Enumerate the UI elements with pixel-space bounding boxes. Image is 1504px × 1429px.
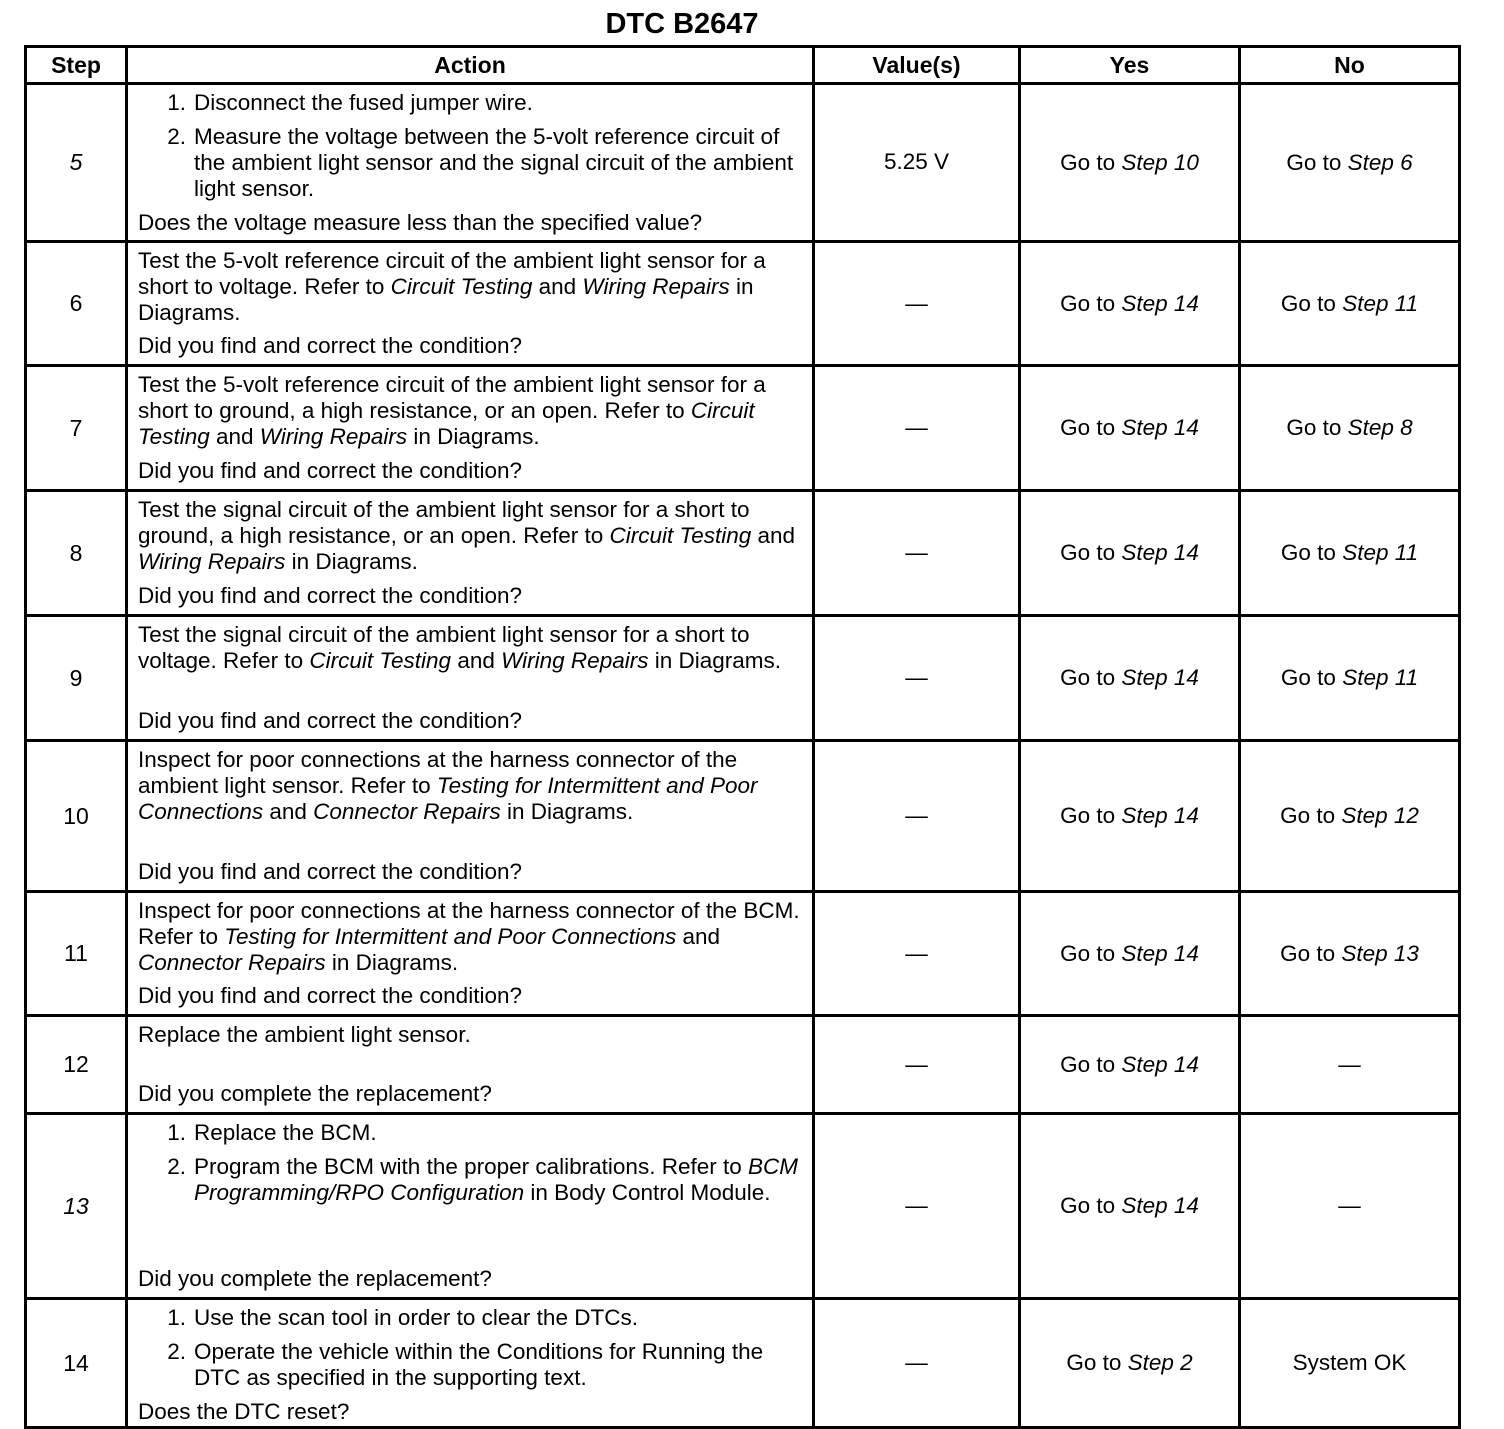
- step-number: 11: [26, 892, 127, 1016]
- action-question: Did you find and correct the condition?: [138, 457, 522, 483]
- value-cell: —: [814, 616, 1020, 741]
- action-question: Did you complete the replacement?: [138, 1080, 492, 1106]
- yes-step-ref: Step 14: [1121, 665, 1199, 690]
- action-question: Does the DTC reset?: [138, 1398, 350, 1424]
- yes-cell: Go to Step 14: [1020, 242, 1240, 366]
- no-cell: Go to Step 12: [1240, 741, 1460, 892]
- table-row: [26, 1299, 1460, 1428]
- action-text: Test the signal circuit of the ambient light sensor for a short to ground, a high resistance, or an open. Refer to Circuit Testing and Wiring Repairs in Diagrams.: [138, 496, 796, 574]
- yes-cell: Go to Step 2: [1020, 1299, 1240, 1428]
- no-step-ref: Step 11: [1342, 665, 1419, 690]
- header-no: No: [1240, 47, 1460, 84]
- yes-step-ref: Step 14: [1121, 415, 1199, 440]
- no-cell: Go to Step 13: [1240, 892, 1460, 1016]
- yes-cell: Go to Step 10: [1020, 84, 1240, 242]
- no-cell: —: [1240, 1114, 1460, 1299]
- header-row: [26, 47, 1460, 84]
- step-number: 10: [26, 741, 127, 892]
- action-steps: [138, 1120, 802, 1214]
- list-item: 1. Disconnect the fused jumper wire.: [167, 89, 533, 115]
- list-item: 2. Program the BCM with the proper calibrations. Refer to BCM Programming/RPO Configuration in Body Control Module.: [167, 1153, 798, 1205]
- action-steps: [138, 90, 802, 210]
- yes-step-ref: Step 14: [1121, 803, 1199, 828]
- action-cell: [127, 616, 814, 741]
- action-text: Test the 5-volt reference circuit of the ambient light sensor for a short to voltage. Refer to Circuit Testing and Wiring Repairs in Diagrams.: [138, 247, 766, 325]
- action-question: Did you complete the replacement?: [138, 1265, 492, 1291]
- step-number: 12: [26, 1016, 127, 1114]
- yes-cell: Go to Step 14: [1020, 1114, 1240, 1299]
- action-cell: [127, 491, 814, 616]
- no-cell: —: [1240, 1016, 1460, 1114]
- yes-step-ref: Step 10: [1121, 149, 1199, 175]
- action-text: Inspect for poor connections at the harness connector of the BCM. Refer to Testing for Intermittent and Poor Connections and Connector Repairs in Diagrams.: [138, 897, 800, 975]
- value-cell: —: [814, 1299, 1020, 1428]
- page-title: DTC B2647: [605, 8, 759, 40]
- value-cell: —: [814, 1114, 1020, 1299]
- header-values: Value(s): [814, 47, 1020, 84]
- no-step-ref: Step 8: [1347, 415, 1413, 440]
- action-text: Test the signal circuit of the ambient light sensor for a short to voltage. Refer to Circuit Testing and Wiring Repairs in Diagrams.: [138, 621, 782, 673]
- header-action: Action: [127, 47, 814, 84]
- step-number: 8: [26, 491, 127, 616]
- yes-step-ref: Step 14: [1121, 290, 1199, 316]
- yes-step-ref: Step 14: [1121, 1051, 1199, 1077]
- table-row: [26, 1016, 1460, 1114]
- no-step-ref: Step 13: [1341, 940, 1419, 966]
- step-number: 7: [26, 366, 127, 491]
- action-question: Does the voltage measure less than the specified value?: [138, 209, 703, 235]
- action-cell: [127, 892, 814, 1016]
- table-row: [26, 242, 1460, 366]
- action-question: Did you find and correct the condition?: [138, 332, 522, 358]
- action-cell: [127, 366, 814, 491]
- list-item: 2. Operate the vehicle within the Conditions for Running the DTC as specified in the supporting text.: [167, 1338, 764, 1390]
- no-cell: Go to Step 8: [1240, 366, 1460, 491]
- value-cell: —: [814, 741, 1020, 892]
- yes-step-ref: Step 2: [1127, 1350, 1193, 1375]
- action-text: Test the 5-volt reference circuit of the ambient light sensor for a short to ground, a high resistance, or an open. Refer to Circuit Testing and Wiring Repairs in Diagrams.: [138, 371, 766, 449]
- list-item: 1. Replace the BCM.: [167, 1119, 377, 1145]
- yes-cell: Go to Step 14: [1020, 366, 1240, 491]
- action-question: Did you find and correct the condition?: [138, 707, 522, 733]
- list-item: 1. Use the scan tool in order to clear the DTCs.: [167, 1304, 638, 1330]
- table-row: [26, 616, 1460, 741]
- diagnostic-table: [24, 45, 1461, 1429]
- step-number: 13: [26, 1114, 127, 1299]
- no-step-ref: Step 12: [1341, 803, 1419, 828]
- action-cell: [127, 1299, 814, 1428]
- action-text: Inspect for poor connections at the harness connector of the ambient light sensor. Refer to Testing for Intermittent and Poor Connections and Connector Repairs in Diagrams.: [138, 746, 758, 824]
- table-row: [26, 892, 1460, 1016]
- yes-cell: Go to Step 14: [1020, 491, 1240, 616]
- step-number: 9: [26, 616, 127, 741]
- action-cell: [127, 1016, 814, 1114]
- yes-cell: Go to Step 14: [1020, 616, 1240, 741]
- action-text: Replace the ambient light sensor.: [138, 1021, 471, 1047]
- step-number: 14: [26, 1299, 127, 1428]
- action-question: Did you find and correct the condition?: [138, 858, 522, 884]
- value-cell: —: [814, 1016, 1020, 1114]
- value-cell: 5.25 V: [814, 84, 1020, 242]
- action-cell: [127, 1114, 814, 1299]
- no-cell: Go to Step 6: [1240, 84, 1460, 242]
- action-cell: [127, 84, 814, 242]
- action-cell: [127, 242, 814, 366]
- header-yes: Yes: [1020, 47, 1240, 84]
- no-step-ref: Step 11: [1342, 540, 1419, 565]
- yes-cell: Go to Step 14: [1020, 892, 1240, 1016]
- no-cell: Go to Step 11: [1240, 242, 1460, 366]
- table-row: [26, 741, 1460, 892]
- action-question: Did you find and correct the condition?: [138, 582, 522, 608]
- table-row: [26, 1114, 1460, 1299]
- action-question: Did you find and correct the condition?: [138, 982, 522, 1008]
- value-cell: —: [814, 491, 1020, 616]
- yes-step-ref: Step 14: [1121, 1193, 1199, 1218]
- yes-cell: Go to Step 14: [1020, 741, 1240, 892]
- table-row: [26, 366, 1460, 491]
- yes-step-ref: Step 14: [1121, 940, 1199, 966]
- no-cell: Go to Step 11: [1240, 616, 1460, 741]
- step-number: 5: [26, 84, 127, 242]
- action-cell: [127, 741, 814, 892]
- action-steps: [138, 1305, 802, 1399]
- yes-step-ref: Step 14: [1121, 540, 1199, 565]
- step-number: 6: [26, 242, 127, 366]
- header-step: Step: [26, 47, 127, 84]
- value-cell: —: [814, 242, 1020, 366]
- table-row: [26, 84, 1460, 242]
- no-step-ref: Step 11: [1342, 290, 1419, 316]
- yes-cell: Go to Step 14: [1020, 1016, 1240, 1114]
- no-cell: Go to Step 11: [1240, 491, 1460, 616]
- value-cell: —: [814, 892, 1020, 1016]
- no-cell: System OK: [1240, 1299, 1460, 1428]
- value-cell: —: [814, 366, 1020, 491]
- table-row: [26, 491, 1460, 616]
- list-item: 2. Measure the voltage between the 5-volt reference circuit of the ambient light sensor and the signal circuit of the ambient light sensor.: [167, 123, 794, 201]
- no-step-ref: Step 6: [1347, 149, 1413, 175]
